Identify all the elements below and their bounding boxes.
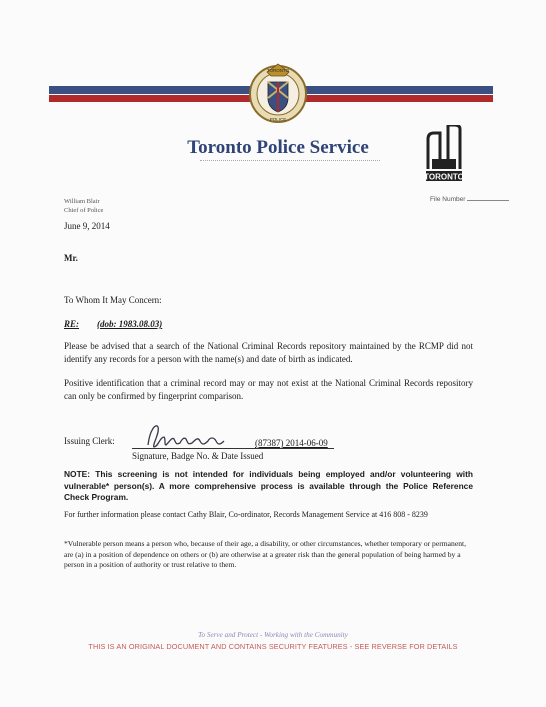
sender-title: Chief of Police	[64, 207, 104, 214]
signature-line	[132, 448, 334, 449]
crest-top-text: TORONTO	[266, 68, 290, 73]
police-crest-icon	[245, 58, 311, 130]
organization-title: Toronto Police Service	[187, 137, 369, 158]
file-number-label: File Number	[430, 196, 466, 203]
signature-icon	[140, 419, 250, 451]
crest-bottom-text: POLICE	[269, 117, 287, 122]
footer-motto: To Serve and Protect - Working with the Community	[198, 631, 348, 639]
re-prefix: RE:	[64, 319, 80, 329]
address-dotted-line	[200, 160, 380, 161]
letter-date: June 9, 2014	[64, 221, 110, 231]
paragraph-fingerprint: Positive identification that a criminal record may or may not exist at the National Criminal Records repository can only be confirmed by fingerprint comparison.	[64, 378, 473, 401]
salutation: To Whom It May Concern:	[64, 295, 162, 305]
re-line	[64, 319, 162, 329]
recipient-name: Mr.	[64, 253, 78, 263]
issuing-clerk-label: Issuing Clerk:	[64, 436, 115, 446]
paragraph-search-result: Please be advised that a search of the National Criminal Records repository maintained by the RCMP did not identify any records for a person with the name(s) and date of birth as indicated.	[64, 341, 473, 364]
toronto-city-logo-icon	[424, 125, 464, 185]
letterhead-band-left	[49, 86, 250, 102]
toronto-logo-text: TORONTO	[424, 172, 464, 182]
file-number-field	[430, 196, 509, 203]
letterhead-band-right	[305, 86, 493, 102]
further-information: For further information please contact Cathy Blair, Co-ordinator, Records Management Service at 416 808 - 8239	[64, 510, 428, 519]
sender-name: William Blair	[64, 198, 100, 205]
signature-caption: Signature, Badge No. & Date Issued	[132, 451, 264, 461]
security-notice: THIS IS AN ORIGINAL DOCUMENT AND CONTAINS SECURITY FEATURES - SEE REVERSE FOR DETAILS	[88, 642, 458, 651]
re-date-of-birth: (dob: 1983.08.03)	[97, 319, 163, 329]
screening-note: NOTE: This screening is not intended for individuals being employed and/or volunteering with vulnerable* person(s). A more comprehensive process is available through the Police Reference Check Program.	[64, 469, 473, 502]
vulnerable-person-footnote: *Vulnerable person means a person who, because of their age, a disability, or other circumstances, whether temporary or permanent, are (a) in a position of dependence on others or (b) are otherwise at a greater risk than the general population of being harmed by a person in a position of authority or trust relative to them.	[64, 539, 467, 569]
clerk-badge-date: (87387) 2014-06-09	[255, 438, 328, 448]
